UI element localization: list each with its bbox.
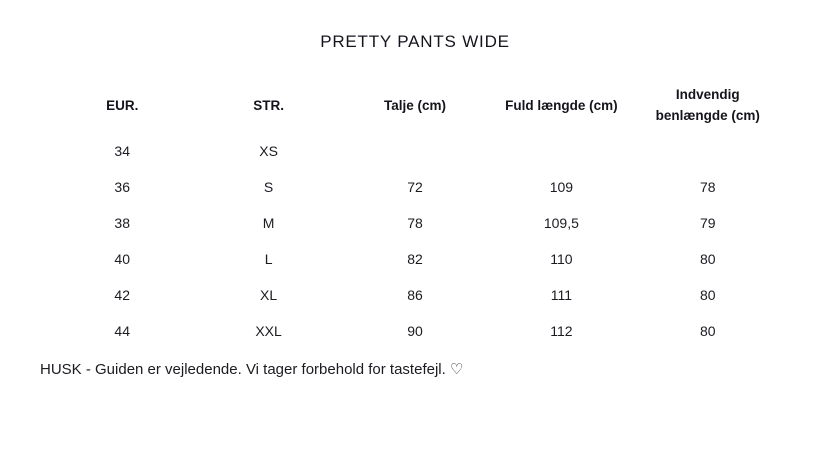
table-cell: M — [262, 215, 275, 231]
size-guide-page — [0, 32, 830, 465]
table-cell: 80 — [699, 287, 716, 303]
table-cell: 79 — [699, 215, 716, 231]
table-cell: 80 — [699, 323, 716, 339]
column-header-fuld-laengde: Fuld længde (cm) — [505, 97, 618, 113]
table-cell: 80 — [699, 251, 716, 267]
column-header-indvendig-benlaengde: Indvendig benlængde (cm) — [655, 87, 760, 123]
size-table — [49, 77, 781, 349]
header-row — [49, 77, 781, 133]
table-cell: L — [264, 251, 273, 267]
table-cell: 78 — [699, 179, 716, 195]
table-cell: S — [263, 179, 274, 195]
table-cell: 72 — [407, 179, 423, 195]
table-cell: 109,5 — [543, 215, 579, 231]
column-header-talje: Talje (cm) — [383, 97, 446, 113]
table-cell: 90 — [407, 323, 423, 339]
table-row-xxl — [49, 313, 781, 349]
table-cell: 38 — [114, 215, 130, 231]
table-cell — [635, 133, 781, 169]
table-cell: XS — [259, 143, 278, 159]
table-row-m — [49, 205, 781, 241]
table-cell: 86 — [407, 287, 423, 303]
table-cell: 78 — [407, 215, 423, 231]
table-cell: 112 — [550, 323, 573, 339]
table-cell: 34 — [114, 143, 130, 159]
table-row-xs — [49, 133, 781, 169]
table-cell: 40 — [114, 251, 130, 267]
table-cell: 109 — [549, 179, 574, 195]
table-cell — [342, 133, 488, 169]
table-row-s — [49, 169, 781, 205]
page-title: PRETTY PANTS WIDE — [320, 32, 510, 51]
table-cell: 110 — [550, 251, 573, 267]
disclaimer-note: HUSK - Guiden er vejledende. Vi tager forbehold for tastefejl. ♡ — [40, 361, 464, 378]
table-cell: 82 — [407, 251, 423, 267]
table-cell: 42 — [114, 287, 130, 303]
column-header-str: STR. — [253, 97, 284, 113]
table-cell: 111 — [550, 287, 572, 303]
table-cell — [488, 133, 634, 169]
table-cell: XL — [260, 287, 278, 303]
table-cell: 36 — [114, 179, 130, 195]
table-cell: XXL — [255, 323, 282, 339]
column-header-eur: EUR. — [106, 97, 139, 113]
table-row-xl — [49, 277, 781, 313]
table-row-l — [49, 241, 781, 277]
table-cell: 44 — [114, 323, 130, 339]
